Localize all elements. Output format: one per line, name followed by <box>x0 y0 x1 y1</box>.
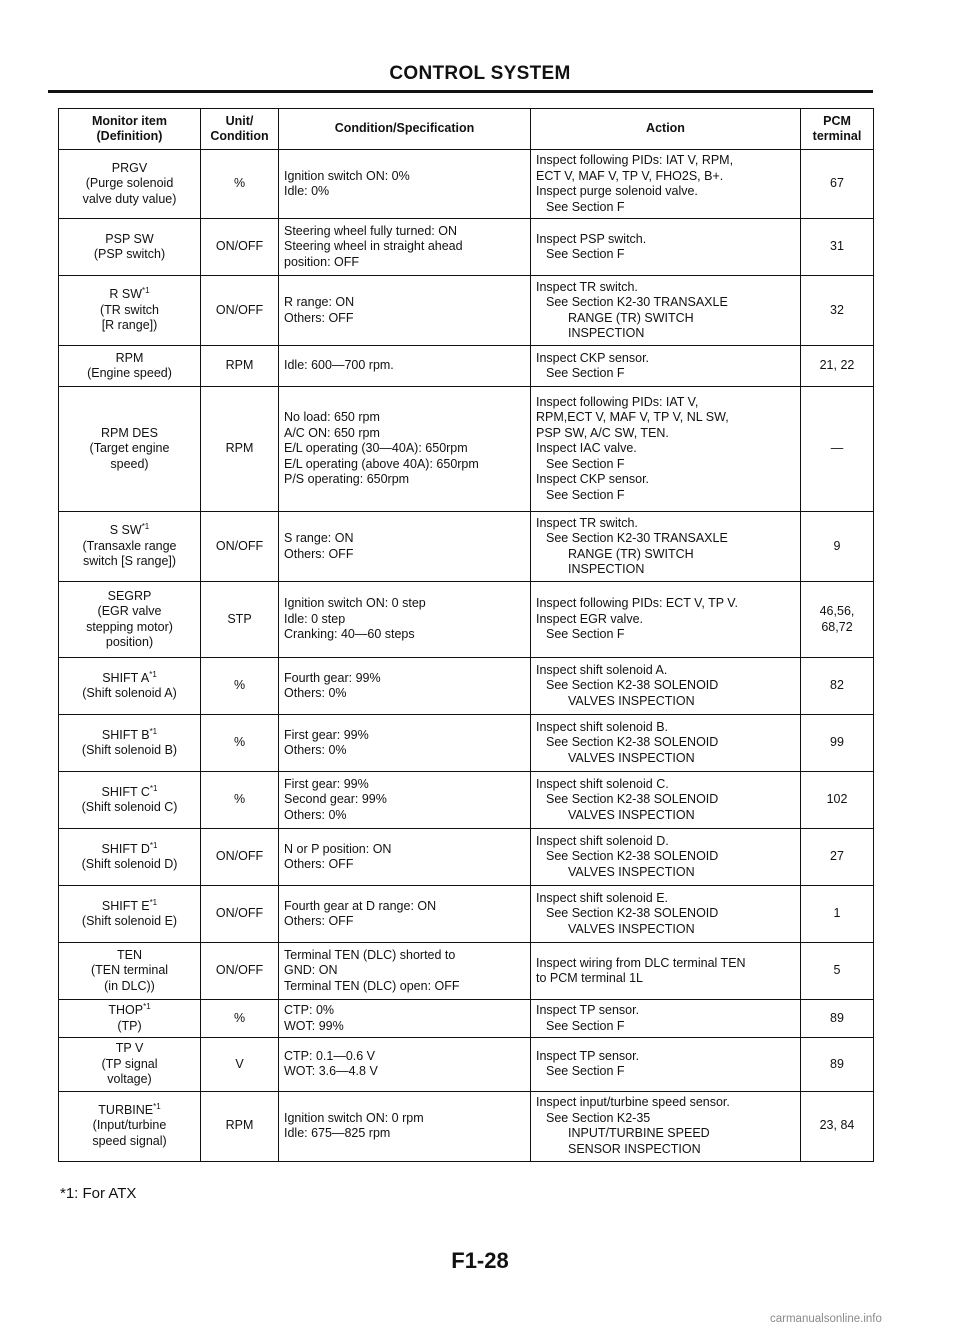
table-row <box>59 886 874 943</box>
action-line: PSP SW, A/C SW, TEN. <box>536 425 669 440</box>
unit-cell: V <box>201 1038 279 1092</box>
unit-cell: STP <box>201 582 279 658</box>
action-line: Inspect CKP sensor. <box>536 472 650 487</box>
condition-line: No load: 650 rpm <box>284 410 380 425</box>
action-cell <box>531 387 801 512</box>
action-line: See Section F <box>546 247 625 261</box>
monitor-item-cell <box>59 346 201 387</box>
action-line: See Section F <box>546 1018 625 1033</box>
action-cell <box>531 658 801 715</box>
action-line: See Section F <box>546 627 625 642</box>
monitor-item-cell <box>59 1091 201 1161</box>
header-line: Unit/ <box>225 113 254 128</box>
condition-line: E/L operating (above 40A): 650rpm <box>284 456 479 471</box>
condition-line: Idle: 675—825 rpm <box>284 1126 391 1140</box>
monitor-item-name: TURBINE$^{*1}$ <box>98 1101 161 1117</box>
footnote-marker: *1 <box>149 897 158 907</box>
condition-line: Ignition switch ON: 0 rpm <box>284 1110 424 1125</box>
terminal-line: 82 <box>830 678 844 693</box>
condition-line: N or P position: ON <box>284 841 392 856</box>
monitor-item-definition: [R range]) <box>101 318 158 333</box>
pcm-terminal-cell <box>801 150 874 219</box>
monitor-item-cell <box>59 943 201 1000</box>
condition-cell <box>279 512 531 582</box>
table-body <box>59 150 874 1162</box>
action-line: Inspect following PIDs: ECT V, TP V. <box>536 596 738 611</box>
condition-cell <box>279 715 531 772</box>
pcm-terminal-cell <box>801 346 874 387</box>
monitor-item-definition: voltage) <box>107 1072 152 1086</box>
condition-cell <box>279 387 531 512</box>
terminal-line: 21, 22 <box>819 358 855 373</box>
condition-line: Fourth gear at D range: ON <box>284 898 437 913</box>
table-row <box>59 150 874 219</box>
condition-line: Idle: 600—700 rpm. <box>284 358 394 373</box>
action-line: Inspect PSP switch. <box>536 231 647 246</box>
terminal-line: 102 <box>826 792 848 807</box>
table-row <box>59 772 874 829</box>
monitor-item-name: PSP SW <box>105 231 154 246</box>
pcm-terminal-cell <box>801 582 874 658</box>
action-line: See Section K2-38 SOLENOID <box>546 678 719 693</box>
condition-cell <box>279 943 531 1000</box>
action-cell <box>531 772 801 829</box>
condition-line: Others: 0% <box>284 807 347 822</box>
monitor-item-name: S SW$^{*1}$ <box>109 522 150 538</box>
action-cell <box>531 582 801 658</box>
condition-line: WOT: 3.6—4.8 V <box>284 1064 378 1079</box>
action-line: INSPECTION <box>568 326 645 340</box>
pcm-terminal-cell <box>801 219 874 276</box>
condition-line: CTP: 0% <box>284 1003 335 1017</box>
monitor-item-name: RPM DES <box>101 425 158 440</box>
action-line: Inspect TP sensor. <box>536 1048 640 1063</box>
terminal-line: 68,72 <box>821 619 853 634</box>
condition-cell <box>279 1091 531 1161</box>
terminal-line: — <box>830 441 844 456</box>
condition-cell <box>279 829 531 886</box>
header-condition-specification <box>279 109 531 150</box>
condition-line: Others: OFF <box>284 857 354 871</box>
pcm-terminal-cell <box>801 943 874 1000</box>
table-row <box>59 582 874 658</box>
pcm-terminal-cell <box>801 886 874 943</box>
monitor-item-definition: (Shift solenoid D) <box>81 857 178 871</box>
footnote-marker: *1 <box>149 726 158 736</box>
terminal-line: 31 <box>830 239 844 254</box>
page-title: CONTROL SYSTEM <box>389 63 571 84</box>
action-line: Inspect CKP sensor. <box>536 350 650 365</box>
action-line: See Section K2-38 SOLENOID <box>546 792 719 807</box>
condition-line: R range: ON <box>284 295 355 309</box>
action-line: VALVES INSPECTION <box>568 807 695 822</box>
pcm-terminal-cell <box>801 658 874 715</box>
unit-cell: RPM <box>201 387 279 512</box>
header-line: PCM <box>823 113 851 128</box>
monitor-item-name: TP V <box>115 1041 144 1055</box>
action-line: Inspect wiring from DLC terminal TEN <box>536 955 746 970</box>
unit-cell: ON/OFF <box>201 829 279 886</box>
monitor-item-cell <box>59 512 201 582</box>
monitor-item-definition: (TP signal <box>101 1056 158 1071</box>
action-line: Inspect following PIDs: IAT V, RPM, <box>536 153 734 167</box>
monitor-item-definition: (Input/turbine <box>92 1118 167 1133</box>
unit-cell: % <box>201 658 279 715</box>
unit-cell: RPM <box>201 346 279 387</box>
monitor-item-definition: (EGR valve <box>97 604 162 618</box>
condition-line: Others: OFF <box>284 914 354 928</box>
action-line: See Section F <box>546 199 625 214</box>
monitor-item-name: SEGRP <box>107 588 152 603</box>
condition-line: Terminal TEN (DLC) open: OFF <box>284 978 460 993</box>
action-line: SENSOR INSPECTION <box>568 1141 701 1156</box>
unit-cell: ON/OFF <box>201 219 279 276</box>
header-monitor-item <box>59 109 201 150</box>
action-line: Inspect shift solenoid B. <box>536 719 669 734</box>
table-row <box>59 387 874 512</box>
header-line: Monitor item <box>92 113 167 128</box>
terminal-line: 27 <box>830 849 844 864</box>
condition-line: Others: OFF <box>284 310 354 325</box>
action-line: Inspect TR switch. <box>536 279 638 294</box>
condition-line: Ignition switch ON: 0% <box>284 168 410 183</box>
action-cell <box>531 886 801 943</box>
condition-line: Idle: 0 step <box>284 611 346 626</box>
monitor-item-cell <box>59 276 201 346</box>
terminal-line: 9 <box>833 538 841 553</box>
monitor-item-cell <box>59 886 201 943</box>
monitor-item-name: PRGV <box>111 160 148 175</box>
action-line: See Section K2-38 SOLENOID <box>546 906 719 921</box>
monitor-item-definition: (Shift solenoid B) <box>81 743 178 757</box>
monitor-item-name: THOP$^{*1}$ <box>108 1001 151 1017</box>
monitor-item-cell <box>59 772 201 829</box>
monitor-item-name: SHIFT $B^{*1}$ <box>101 726 158 742</box>
monitor-item-name: SHIFT $E^{*1}$ <box>101 897 158 913</box>
action-line: Inspect following PIDs: IAT V, <box>536 394 699 409</box>
action-line: Inspect IAC valve. <box>536 441 637 456</box>
action-cell <box>531 346 801 387</box>
terminal-line: 89 <box>830 1056 844 1071</box>
condition-line: Terminal TEN (DLC) shorted to <box>284 947 456 962</box>
footnote: *1: For ATX <box>60 1185 137 1202</box>
unit-cell: % <box>201 715 279 772</box>
footnote-marker: *1 <box>149 669 157 679</box>
terminal-line: 23, 84 <box>819 1118 855 1133</box>
monitor-item-table <box>58 108 874 1162</box>
pcm-terminal-cell <box>801 387 874 512</box>
action-line: RPM,ECT V, MAF V, TP V, NL SW, <box>536 410 729 425</box>
table-row <box>59 1000 874 1038</box>
action-line: VALVES INSPECTION <box>568 864 695 879</box>
condition-line: Steering wheel fully turned: ON <box>284 223 458 238</box>
action-line: Inspect EGR valve. <box>536 611 643 626</box>
action-line: Inspect TP sensor. <box>536 1003 640 1017</box>
action-cell <box>531 1038 801 1092</box>
condition-line: E/L operating (30—40A): 650rpm <box>284 441 468 456</box>
monitor-item-definition: (Shift solenoid E) <box>81 914 178 928</box>
unit-cell: ON/OFF <box>201 276 279 346</box>
monitor-item-cell <box>59 150 201 219</box>
monitor-item-definition: speed signal) <box>92 1133 167 1148</box>
action-cell <box>531 715 801 772</box>
condition-line: CTP: 0.1—0.6 V <box>284 1048 376 1063</box>
table-row <box>59 512 874 582</box>
condition-cell <box>279 772 531 829</box>
header-line: terminal <box>812 129 862 143</box>
terminal-line: 46,56, <box>819 604 855 618</box>
monitor-item-cell <box>59 1038 201 1092</box>
action-cell <box>531 150 801 219</box>
action-cell <box>531 512 801 582</box>
pcm-terminal-cell <box>801 276 874 346</box>
condition-line: Ignition switch ON: 0 step <box>284 596 426 611</box>
monitor-item-definition: (TEN terminal <box>90 963 169 978</box>
monitor-item-name: SHIFT $C^{*1}$ <box>101 783 158 799</box>
monitor-item-definition: switch [S range]) <box>82 554 177 569</box>
condition-line: Others: 0% <box>284 686 347 700</box>
monitor-item-name: R SW$^{*1}$ <box>109 286 150 302</box>
title-divider <box>48 90 873 93</box>
monitor-item-cell <box>59 582 201 658</box>
condition-line: Fourth gear: 99% <box>284 670 381 685</box>
action-cell <box>531 1091 801 1161</box>
condition-line: Others: OFF <box>284 546 354 561</box>
condition-line: Others: 0% <box>284 743 347 757</box>
action-line: to PCM terminal 1L <box>536 971 643 985</box>
pcm-terminal-cell <box>801 715 874 772</box>
header-unit-condition <box>201 109 279 150</box>
action-line: See Section K2-30 TRANSAXLE <box>546 295 728 309</box>
condition-cell <box>279 886 531 943</box>
header-line: (Definition) <box>96 129 163 143</box>
condition-line: Cranking: 40—60 steps <box>284 627 415 642</box>
condition-cell <box>279 582 531 658</box>
condition-line: S range: ON <box>284 531 354 545</box>
action-line: See Section F <box>546 1064 625 1079</box>
condition-cell <box>279 219 531 276</box>
action-line: Inspect shift solenoid E. <box>536 890 669 905</box>
footnote-marker: *1 <box>153 1101 161 1111</box>
terminal-line: 1 <box>833 906 841 921</box>
action-line: VALVES INSPECTION <box>568 921 695 936</box>
unit-cell: ON/OFF <box>201 943 279 1000</box>
table-row <box>59 219 874 276</box>
unit-cell: RPM <box>201 1091 279 1161</box>
monitor-item-definition: (Shift solenoid A) <box>82 686 177 700</box>
condition-line: Second gear: 99% <box>284 792 387 807</box>
monitor-item-cell <box>59 829 201 886</box>
table-row <box>59 1091 874 1161</box>
header-line: Action <box>646 121 685 136</box>
condition-line: GND: ON <box>284 963 338 978</box>
terminal-line: 32 <box>830 302 844 317</box>
table-row <box>59 658 874 715</box>
monitor-item-definition: (TR switch <box>99 302 160 317</box>
monitor-item-name: SHIFT $D^{*1}$ <box>101 840 158 856</box>
footnote-marker: *1 <box>149 840 158 850</box>
table-row <box>59 346 874 387</box>
monitor-item-definition: (Purge solenoid <box>85 176 174 191</box>
action-cell <box>531 943 801 1000</box>
action-line: ECT V, MAF V, TP V, FHO2S, B+. <box>536 168 724 183</box>
action-line: INSPECTION <box>568 562 645 576</box>
action-line: INPUT/TURBINE SPEED <box>568 1126 710 1140</box>
unit-cell: ON/OFF <box>201 886 279 943</box>
monitor-item-definition: stepping motor) <box>86 619 173 634</box>
action-line: See Section K2-38 SOLENOID <box>546 735 719 750</box>
monitor-item-definition: (Transaxle range <box>82 538 177 553</box>
monitor-item-cell <box>59 1000 201 1038</box>
condition-cell <box>279 150 531 219</box>
action-line: RANGE (TR) SWITCH <box>568 310 694 325</box>
action-line: See Section F <box>546 487 625 502</box>
header-pcm-terminal <box>801 109 874 150</box>
condition-cell <box>279 658 531 715</box>
monitor-item-cell <box>59 219 201 276</box>
action-cell <box>531 219 801 276</box>
monitor-item-definition: position) <box>105 635 154 649</box>
page-number: F1-28 <box>451 1248 509 1273</box>
action-line: See Section K2-38 SOLENOID <box>546 849 719 864</box>
condition-line: First gear: 99% <box>284 727 369 742</box>
pcm-terminal-cell <box>801 1000 874 1038</box>
monitor-item-cell <box>59 715 201 772</box>
terminal-line: 89 <box>830 1010 844 1025</box>
condition-line: First gear: 99% <box>284 776 369 791</box>
table-row <box>59 1038 874 1092</box>
footnote-marker: *1 <box>141 522 150 532</box>
action-line: Inspect TR switch. <box>536 515 638 530</box>
condition-cell <box>279 346 531 387</box>
footnote-marker: *1 <box>143 1001 151 1011</box>
condition-line: position: OFF <box>284 254 360 269</box>
condition-line: P/S operating: 650rpm <box>284 472 410 487</box>
monitor-item-definition: (Engine speed) <box>87 366 172 380</box>
action-line: See Section F <box>546 456 625 471</box>
monitor-item-definition: (TP) <box>117 1018 142 1033</box>
monitor-item-definition: valve duty value) <box>82 191 177 206</box>
unit-cell: % <box>201 1000 279 1038</box>
terminal-line: 5 <box>833 963 841 978</box>
table-row <box>59 943 874 1000</box>
monitor-item-cell <box>59 387 201 512</box>
unit-cell: % <box>201 772 279 829</box>
action-cell <box>531 276 801 346</box>
action-line: Inspect shift solenoid A. <box>536 662 668 677</box>
monitor-item-name: RPM <box>115 350 144 365</box>
condition-cell <box>279 276 531 346</box>
action-line: See Section F <box>546 366 625 380</box>
header-line: Condition <box>210 129 269 143</box>
action-line: Inspect shift solenoid D. <box>536 833 669 848</box>
table-row <box>59 715 874 772</box>
condition-line: Idle: 0% <box>284 184 330 198</box>
terminal-line: 99 <box>830 735 844 750</box>
monitor-item-definition: (Target engine <box>89 441 170 456</box>
monitor-item-definition: (Shift solenoid C) <box>81 800 178 814</box>
monitor-item-cell <box>59 658 201 715</box>
action-line: VALVES INSPECTION <box>568 693 695 708</box>
monitor-item-name: TEN <box>117 947 142 962</box>
pcm-terminal-cell <box>801 772 874 829</box>
pcm-terminal-cell <box>801 512 874 582</box>
header-action <box>531 109 801 150</box>
condition-line: Steering wheel in straight ahead <box>284 239 463 254</box>
action-line: Inspect shift solenoid C. <box>536 776 669 791</box>
action-cell <box>531 1000 801 1038</box>
pcm-terminal-cell <box>801 1038 874 1092</box>
monitor-item-definition: speed) <box>110 456 149 471</box>
monitor-item-definition: (in DLC)) <box>104 978 155 993</box>
watermark: carmanualsonline.info <box>770 1313 882 1325</box>
footnote-marker: *1 <box>142 286 150 296</box>
action-line: See Section K2-35 <box>546 1110 651 1125</box>
action-line: Inspect input/turbine speed sensor. <box>536 1095 730 1109</box>
footnote-marker: *1 <box>149 783 158 793</box>
terminal-line: 67 <box>830 176 844 191</box>
pcm-terminal-cell <box>801 829 874 886</box>
condition-line: A/C ON: 650 rpm <box>284 425 380 440</box>
condition-cell <box>279 1000 531 1038</box>
condition-line: WOT: 99% <box>284 1018 344 1033</box>
table-row <box>59 276 874 346</box>
monitor-item-definition: (PSP switch) <box>93 247 166 261</box>
condition-cell <box>279 1038 531 1092</box>
header-line: Condition/Specification <box>334 121 475 136</box>
monitor-item-name: SHIFT $A^{*1}$ <box>102 669 157 685</box>
action-line: Inspect purge solenoid valve. <box>536 184 698 198</box>
action-line: See Section K2-30 TRANSAXLE <box>546 531 728 545</box>
table-row <box>59 829 874 886</box>
pcm-terminal-cell <box>801 1091 874 1161</box>
unit-cell: % <box>201 150 279 219</box>
table-header-row <box>59 109 874 150</box>
action-cell <box>531 829 801 886</box>
action-line: RANGE (TR) SWITCH <box>568 546 694 561</box>
unit-cell: ON/OFF <box>201 512 279 582</box>
action-line: VALVES INSPECTION <box>568 750 695 765</box>
